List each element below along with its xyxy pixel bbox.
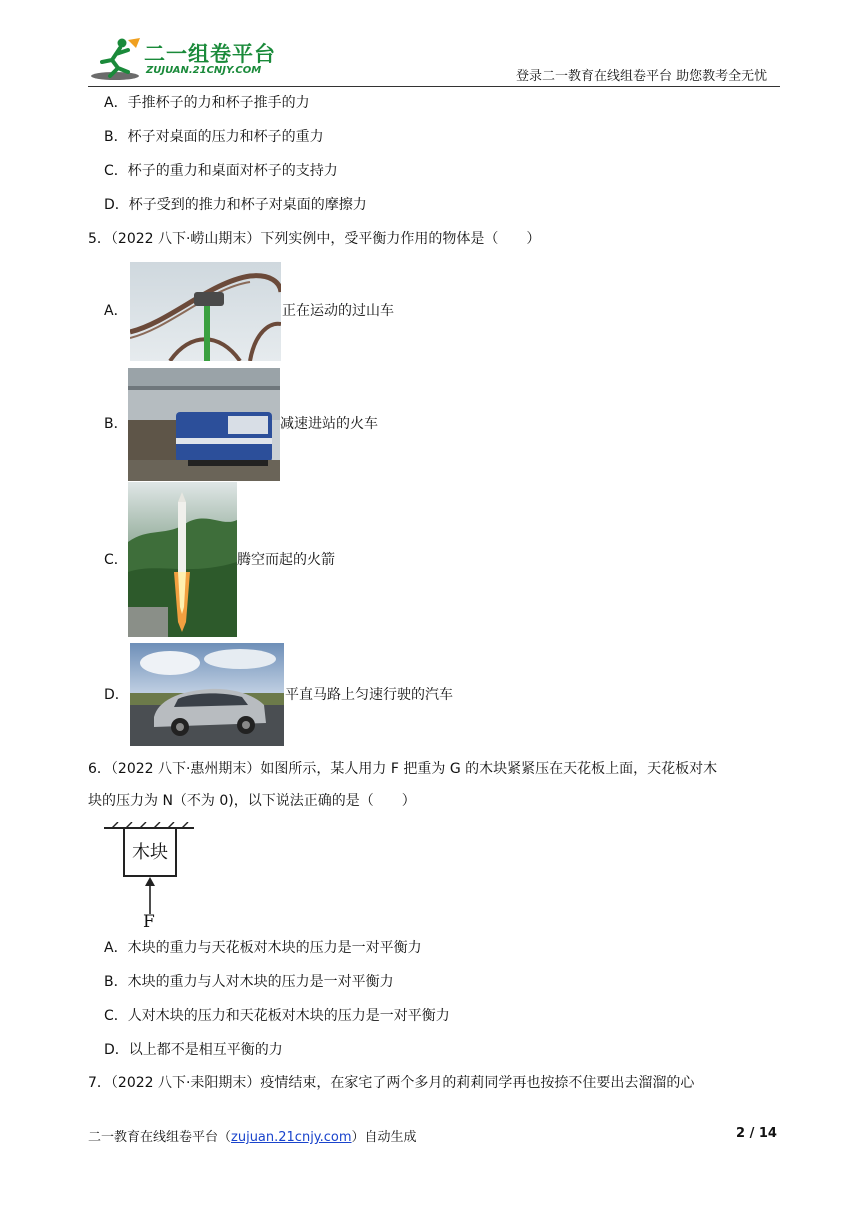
- option-text: 手推杯子的力和杯子推手的力: [127, 95, 310, 111]
- q7-stem-line1: 7．（2022 八下·耒阳期末）疫情结束，在家宅了两个多月的莉莉同学再也按捺不住要出去溜溜的心: [88, 1075, 695, 1091]
- q6-stem-line2: 块的压力为 N（不为 0)，以下说法正确的是（ ）: [88, 793, 416, 809]
- q4-option-c: [104, 161, 338, 181]
- option-text: 木块的重力与天花板对木块的压力是一对平衡力: [127, 940, 422, 956]
- option-text: 木块的重力与人对木块的压力是一对平衡力: [127, 974, 394, 990]
- q6-option-b: [104, 972, 394, 992]
- footer-source: [88, 1126, 417, 1145]
- q5-option-b-text: 减速进站的火车: [280, 416, 378, 432]
- site-logo: [88, 36, 278, 82]
- runner-logo-icon: [88, 36, 142, 82]
- q6-option-c: [104, 1006, 450, 1026]
- q5-option-a-letter: A．: [104, 303, 128, 319]
- force-label: F: [143, 912, 155, 932]
- option-letter: A．: [104, 940, 128, 956]
- block-label: 木块: [132, 842, 168, 863]
- option-text: 杯子对桌面的压力和杯子的重力: [127, 129, 324, 145]
- option-text: 以上都不是相互平衡的力: [128, 1042, 283, 1058]
- q5-option-b-letter: B．: [104, 416, 128, 432]
- footer-prefix: 二一教育在线组卷平台（: [88, 1130, 232, 1145]
- q5-option-d-text: 平直马路上匀速行驶的汽车: [285, 687, 453, 703]
- option-letter: B．: [104, 974, 128, 990]
- option-text: 人对木块的压力和天花板对木块的压力是一对平衡力: [127, 1008, 450, 1024]
- q4-option-d: [104, 195, 367, 215]
- q5-option-a-text: 正在运动的过山车: [282, 303, 394, 319]
- footer-suffix: ）自动生成: [351, 1130, 417, 1145]
- logo-url: ZUJUAN.21CNJY.COM: [146, 65, 262, 76]
- option-letter: D．: [104, 1042, 129, 1058]
- q5-option-d-letter: D．: [104, 687, 129, 703]
- q6-option-a: [104, 938, 422, 958]
- q5-option-c-letter: C．: [104, 552, 128, 568]
- q5-option-c-text: 腾空而起的火箭: [237, 552, 335, 568]
- q4-option-b: [104, 127, 324, 147]
- option-text: 杯子的重力和桌面对杯子的支持力: [127, 163, 338, 179]
- q6-stem-line1: 6．（2022 八下·惠州期末）如图所示，某人用力 F 把重为 G 的木块紧紧压在天花板上面，天花板对木: [88, 761, 718, 777]
- q5-stem: 5．（2022 八下·崂山期末）下列实例中，受平衡力作用的物体是（ ）: [88, 231, 541, 247]
- option-letter: C．: [104, 1008, 128, 1024]
- option-text: 杯子受到的推力和杯子对桌面的摩擦力: [128, 197, 367, 213]
- ceiling-block-diagram: [100, 822, 196, 932]
- car-image: [130, 643, 284, 746]
- header-divider: [88, 86, 780, 87]
- header-slogan: 登录二一教育在线组卷平台 助您教考全无忧: [516, 69, 768, 84]
- rocket-image: [128, 482, 237, 637]
- roller-coaster-image: [130, 262, 281, 361]
- logo-name: 二一组卷平台: [144, 42, 276, 66]
- option-letter: D．: [104, 197, 129, 213]
- option-letter: A．: [104, 95, 128, 111]
- page-number: 2 / 14: [736, 1126, 777, 1141]
- q4-option-a: [104, 93, 310, 113]
- option-letter: C．: [104, 163, 128, 179]
- footer-site-link[interactable]: zujuan.21cnjy.com: [231, 1130, 352, 1145]
- train-image: [128, 368, 280, 481]
- q6-option-d: [104, 1040, 283, 1060]
- option-letter: B．: [104, 129, 128, 145]
